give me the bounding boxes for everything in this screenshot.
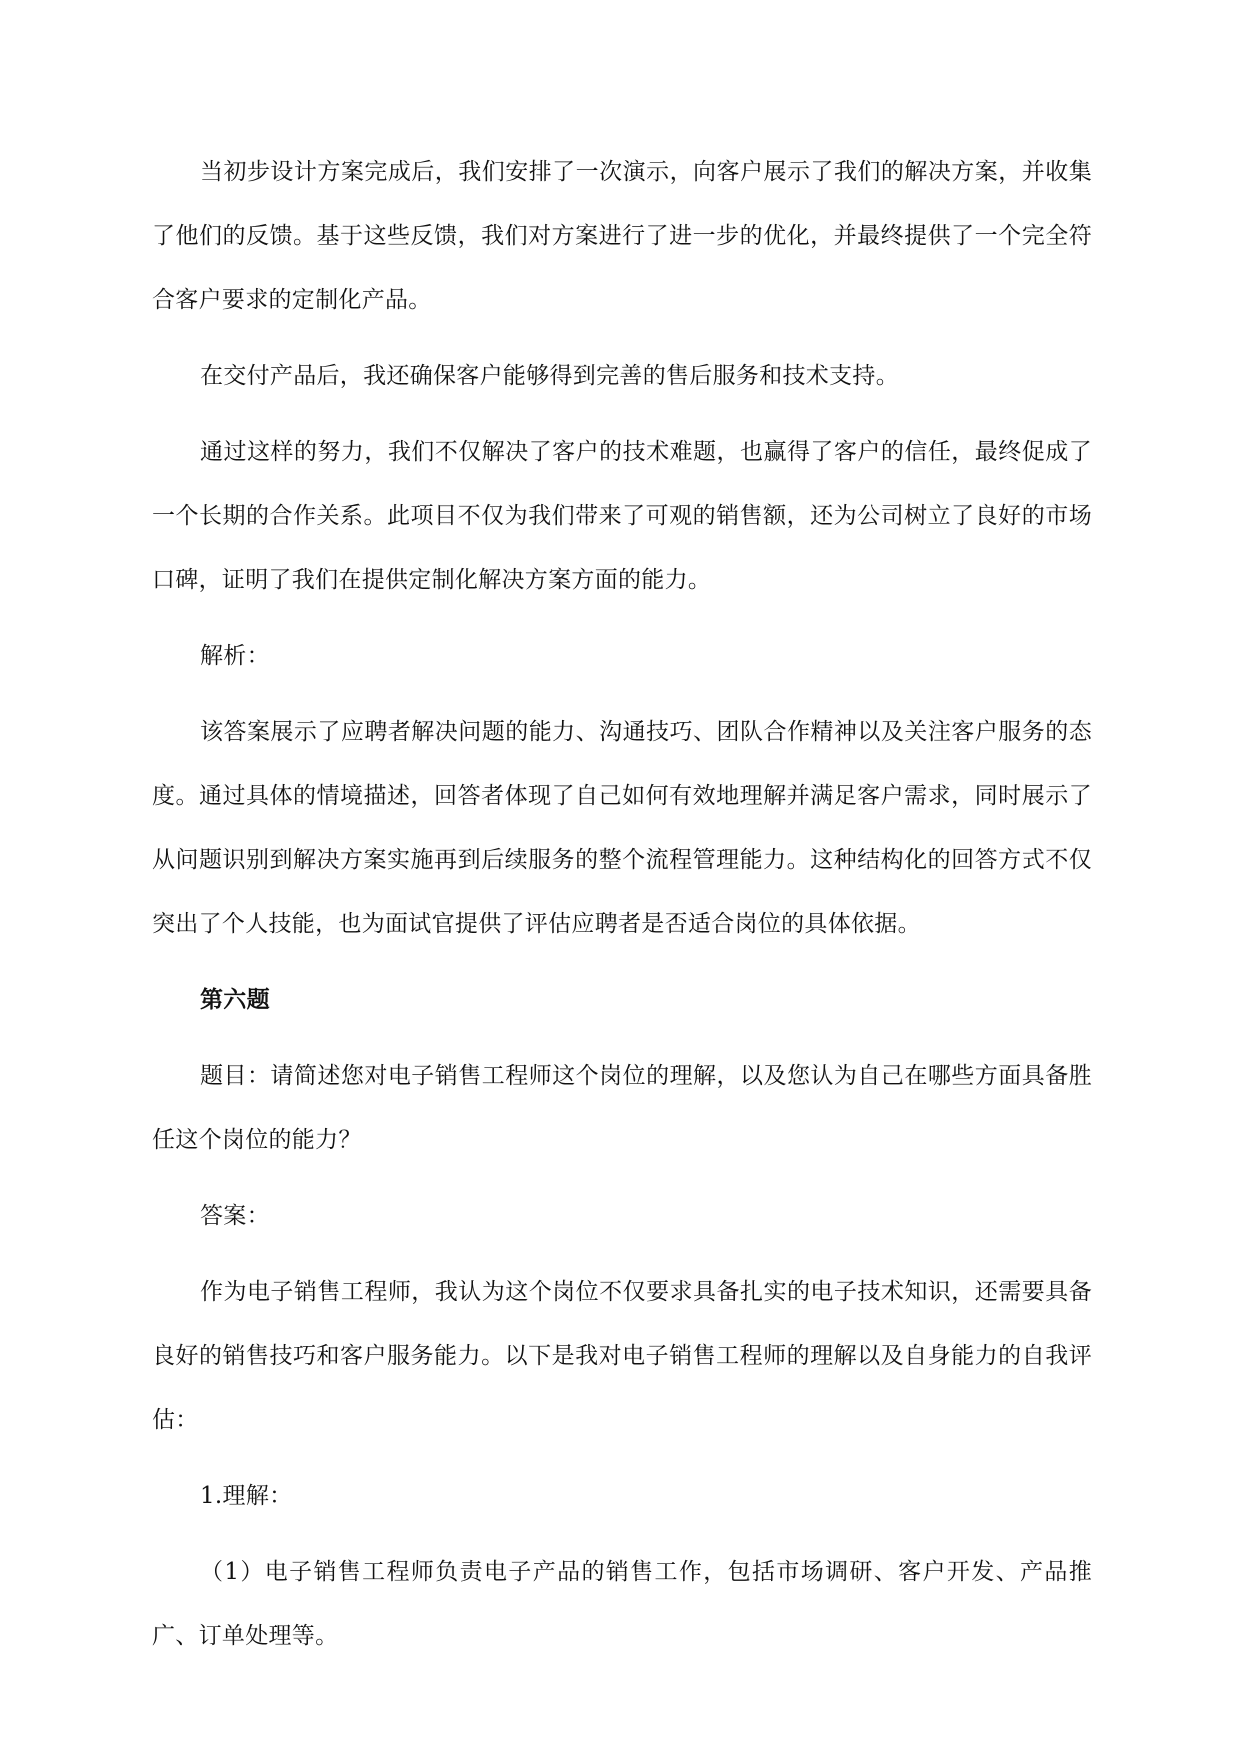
understanding-item-1: （1）电子销售工程师负责电子产品的销售工作，包括市场调研、客户开发、产品推广、订单处理等。	[152, 1559, 1092, 1649]
question-six-prompt: 题目：请简述您对电子销售工程师这个岗位的理解，以及您认为自己在哪些方面具备胜任这个岗位的能力？	[152, 1063, 1092, 1153]
paragraph-after-sales: 在交付产品后，我还确保客户能够得到完善的售后服务和技术支持。	[200, 363, 899, 389]
paragraph-answer-intro: 作为电子销售工程师，我认为这个岗位不仅要求具备扎实的电子技术知识，还需要具备良好的销售技巧和客户服务能力。以下是我对电子销售工程师的理解以及自身能力的自我评估：	[152, 1279, 1092, 1433]
paragraph-outcome: 通过这样的努力，我们不仅解决了客户的技术难题，也赢得了客户的信任，最终促成了一个长期的合作关系。此项目不仅为我们带来了可观的销售额，还为公司树立了良好的市场口碑，证明了我们在提供定制化解决方案方面的能力。	[152, 439, 1092, 593]
paragraph-demo-feedback: 当初步设计方案完成后，我们安排了一次演示，向客户展示了我们的解决方案，并收集了他们的反馈。基于这些反馈，我们对方案进行了进一步的优化，并最终提供了一个完全符合客户要求的定制化产品。	[152, 159, 1092, 313]
analysis-label: 解析：	[200, 643, 270, 669]
answer-label: 答案：	[200, 1203, 270, 1229]
understanding-label: 1.理解：	[200, 1483, 293, 1509]
document-body	[152, 140, 1092, 1680]
question-six-heading: 第六题	[200, 986, 270, 1013]
paragraph-analysis: 该答案展示了应聘者解决问题的能力、沟通技巧、团队合作精神以及关注客户服务的态度。通过具体的情境描述，回答者体现了自己如何有效地理解并满足客户需求，同时展示了从问题识别到解决方案实施再到后续服务的整个流程管理能力。这种结构化的回答方式不仅突出了个人技能，也为面试官提供了评估应聘者是否适合岗位的具体依据。	[152, 719, 1092, 937]
